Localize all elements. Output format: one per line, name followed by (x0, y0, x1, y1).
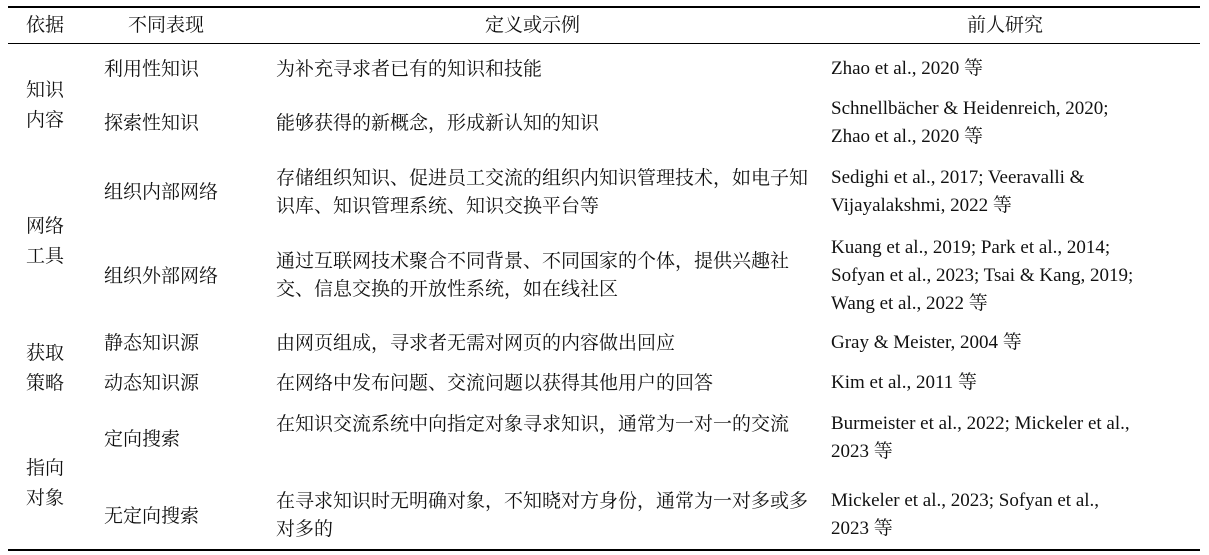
definition-cell: 存储组织知识、促进员工交流的组织内知识管理技术，如电子知识库、知识管理系统、知识交换平台等 (276, 167, 809, 217)
reference-line: Wang et al., 2022 等 (831, 293, 988, 314)
header-prior-research: 前人研究 (967, 14, 1044, 36)
reference-line: Zhao et al., 2020 等 (831, 126, 983, 147)
reference-cell (831, 234, 1199, 318)
reference-line: Schnellbächer & Heidenreich, 2020; (831, 98, 1109, 119)
definition-cell: 在网络中发布问题、交流问题以获得其他用户的回答 (276, 372, 714, 394)
group-label: 获取策略 (26, 342, 65, 394)
reference-line: 2023 等 (831, 518, 893, 539)
reference-cell (831, 487, 1199, 543)
definition-cell: 在寻求知识时无明确对象，不知晓对方身份，通常为一对多或多对多的 (276, 490, 809, 540)
form-cell: 无定向搜索 (104, 505, 200, 527)
reference-line: Sofyan et al., 2023; Tsai & Kang, 2019; (831, 265, 1134, 286)
form-cell: 利用性知识 (104, 58, 200, 80)
reference-cell (831, 369, 1199, 397)
header-basis: 依据 (26, 14, 65, 36)
reference-line: Kim et al., 2011 等 (831, 372, 977, 393)
reference-line: Mickeler et al., 2023; Sofyan et al., (831, 490, 1100, 511)
header-rule (8, 43, 1200, 44)
reference-line: Zhao et al., 2020 等 (831, 58, 983, 79)
form-cell: 定向搜索 (104, 428, 181, 450)
reference-line: Sedighi et al., 2017; Veeravalli & (831, 167, 1085, 188)
group-label: 网络工具 (26, 215, 65, 267)
reference-line: Burmeister et al., 2022; Mickeler et al., (831, 413, 1130, 434)
reference-cell (831, 410, 1199, 466)
reference-cell (831, 329, 1199, 357)
form-cell: 动态知识源 (104, 372, 200, 394)
header-definition: 定义或示例 (485, 14, 581, 36)
form-cell: 探索性知识 (104, 112, 200, 134)
definition-cell: 在知识交流系统中向指定对象寻求知识，通常为一对一的交流 (276, 413, 790, 435)
form-cell: 静态知识源 (104, 332, 200, 354)
definition-cell: 为补充寻求者已有的知识和技能 (276, 58, 543, 80)
reference-line: Kuang et al., 2019; Park et al., 2014; (831, 237, 1111, 258)
definition-cell: 由网页组成，寻求者无需对网页的内容做出回应 (276, 332, 676, 354)
group-label: 指向对象 (26, 457, 65, 509)
reference-line: Vijayalakshmi, 2022 等 (831, 195, 1012, 216)
bottom-rule (8, 549, 1200, 551)
form-cell: 组织外部网络 (104, 265, 219, 287)
definition-cell: 通过互联网技术聚合不同背景、不同国家的个体，提供兴趣社交、信息交换的开放性系统，如在线社区 (276, 250, 790, 300)
definition-cell: 能够获得的新概念，形成新认知的知识 (276, 112, 600, 134)
reference-cell (831, 95, 1199, 151)
reference-cell (831, 55, 1199, 83)
reference-line: Gray & Meister, 2004 等 (831, 332, 1022, 353)
header-forms: 不同表现 (128, 14, 205, 36)
form-cell: 组织内部网络 (104, 181, 219, 203)
reference-cell (831, 164, 1199, 220)
reference-line: 2023 等 (831, 441, 893, 462)
group-label: 知识内容 (26, 79, 65, 131)
top-rule (8, 6, 1200, 8)
